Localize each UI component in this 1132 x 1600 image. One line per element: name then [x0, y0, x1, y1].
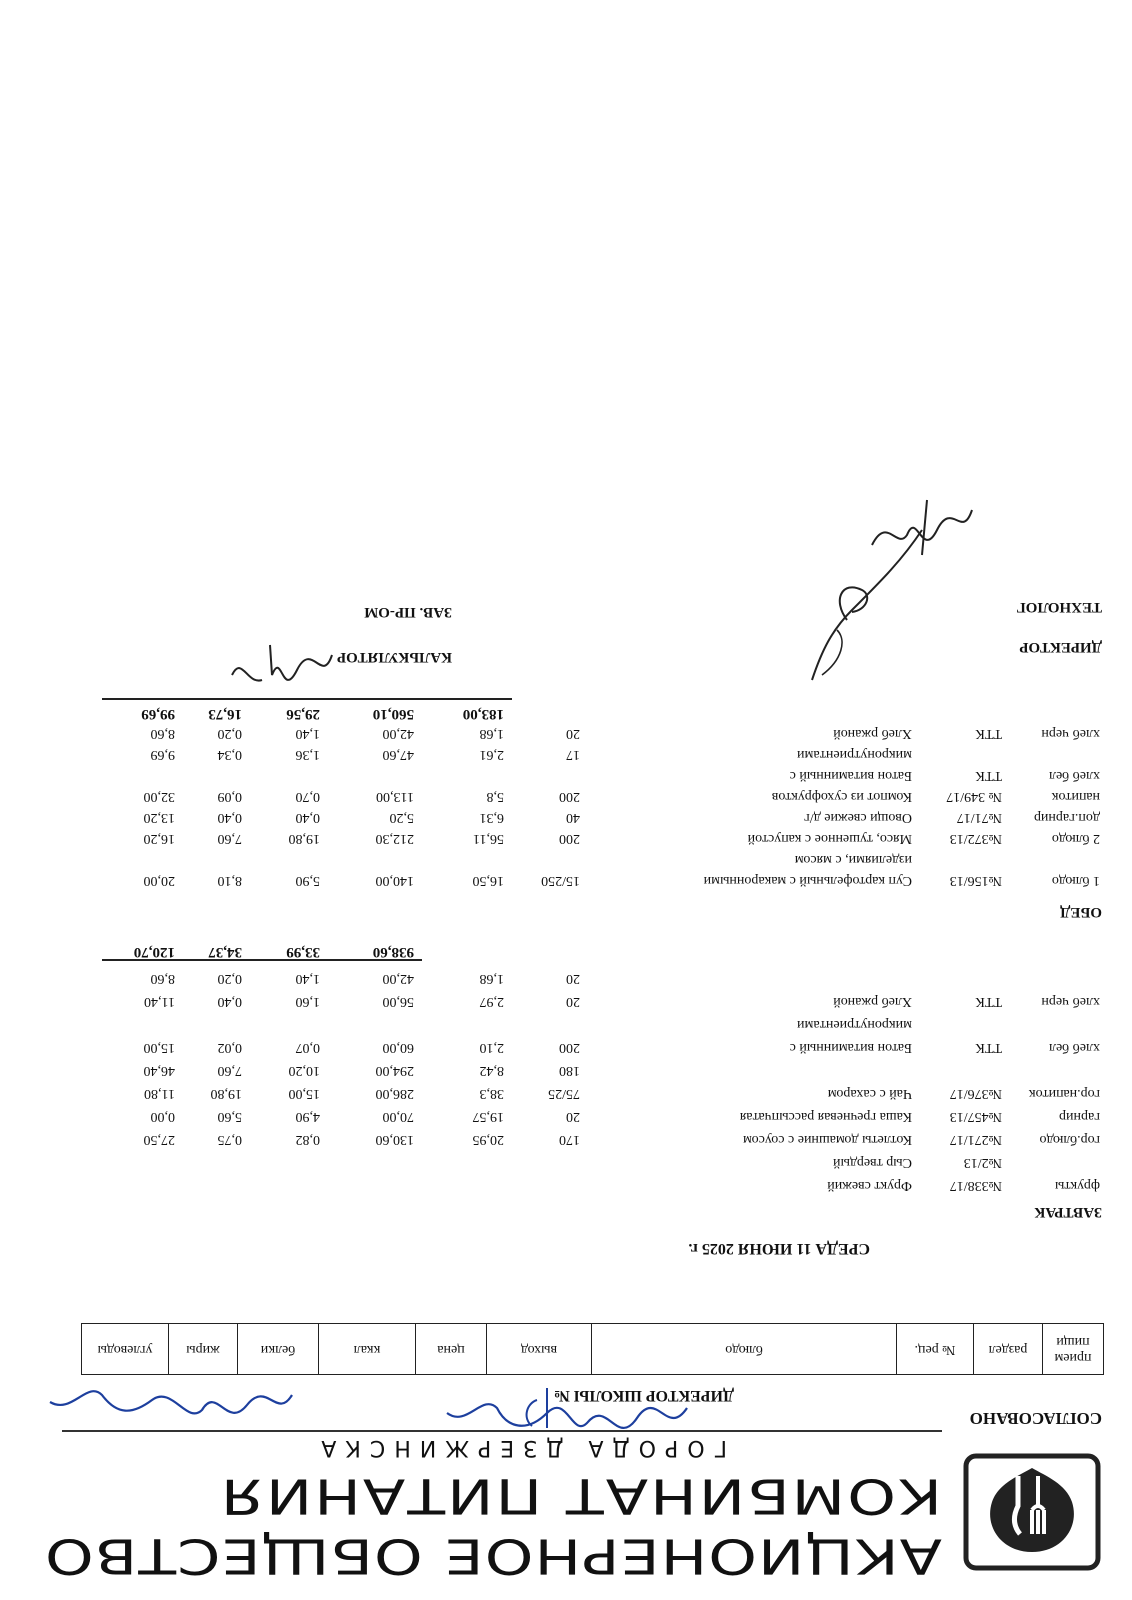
lunch-total-protein: 29,56	[286, 706, 320, 722]
lunch-output-cell: 15/250	[541, 873, 580, 888]
breakfast-output-cell: 75/25	[548, 1086, 580, 1101]
breakfast-protein-cell: 10,20	[288, 1063, 320, 1078]
breakfast-row	[0, 989, 1132, 1009]
breakfast-total-fat: 34,37	[208, 944, 242, 960]
director-label: ДИРЕКТОР	[1019, 639, 1102, 655]
breakfast-row	[0, 1081, 1132, 1101]
lunch-total-fat: 16,73	[208, 706, 242, 722]
company-logo	[962, 1452, 1102, 1572]
breakfast-row	[0, 1104, 1132, 1124]
technologist-label: ТЕХНОЛОГ	[1016, 599, 1102, 615]
breakfast-fat-cell: 5,60	[217, 1109, 242, 1124]
lunch-carbs-cell: 20,00	[143, 873, 175, 888]
breakfast-recipe-cell: №271/17	[949, 1132, 1002, 1147]
breakfast-section-cell: фрукты	[1054, 1178, 1100, 1193]
lunch-dish-cell: изделиями, с мясом	[794, 852, 912, 867]
breakfast-row	[0, 1035, 1132, 1055]
lunch-row	[0, 742, 1132, 762]
lunch-dish-cell: Овощи свежие д/г	[804, 810, 912, 825]
lunch-carbs-cell: 8,60	[150, 726, 175, 741]
breakfast-protein-cell: 15,00	[288, 1086, 320, 1101]
lunch-kcal-cell: 212,30	[375, 831, 414, 846]
lunch-row	[0, 826, 1132, 846]
lunch-price-cell: 1,68	[479, 726, 504, 741]
lunch-recipe-cell: №372/13	[949, 831, 1002, 846]
breakfast-carbs-cell: 46,40	[143, 1063, 175, 1078]
lunch-price-cell: 5,8	[486, 789, 504, 804]
lunch-row	[0, 847, 1132, 867]
breakfast-recipe-cell: №457/13	[949, 1109, 1002, 1124]
breakfast-section-cell: гарнир	[1059, 1109, 1100, 1124]
breakfast-total-carbs: 120,70	[133, 944, 175, 960]
col-kcal: ккал	[319, 1324, 416, 1375]
lunch-row	[0, 763, 1132, 783]
breakfast-output-cell: 20	[566, 1109, 580, 1124]
breakfast-recipe-cell: ТТК	[975, 1040, 1002, 1055]
breakfast-carbs-cell: 0,00	[150, 1109, 175, 1124]
lunch-recipe-cell: №71/17	[956, 810, 1002, 825]
breakfast-recipe-cell: №2/13	[963, 1155, 1002, 1170]
lunch-row	[0, 868, 1132, 888]
lunch-fat-cell: 0,09	[217, 789, 242, 804]
breakfast-output-cell: 200	[559, 1040, 580, 1055]
breakfast-carbs-cell: 8,60	[150, 971, 175, 986]
breakfast-dish-cell: Фрукт свежий	[827, 1178, 912, 1193]
breakfast-fat-cell: 0,40	[217, 994, 242, 1009]
lunch-carbs-cell: 13,20	[143, 810, 175, 825]
lunch-carbs-cell: 16,20	[143, 831, 175, 846]
breakfast-row	[0, 1150, 1132, 1170]
lunch-dish-cell: микронутриентами	[797, 747, 912, 762]
breakfast-row	[0, 1058, 1132, 1078]
org-name-line2: КОМБИНАТ ПИТАНИЯ	[218, 1467, 942, 1525]
breakfast-total-protein: 33,99	[286, 944, 320, 960]
breakfast-kcal-cell: 130,60	[375, 1132, 414, 1147]
breakfast-total-kcal: 938,60	[372, 944, 414, 960]
lunch-protein-cell: 5,90	[295, 873, 320, 888]
lunch-recipe-cell: № 349/17	[946, 789, 1002, 804]
breakfast-row	[0, 1127, 1132, 1147]
org-name-line1: АКЦИОНЕРНОЕ ОБЩЕСТВО	[43, 1527, 942, 1585]
breakfast-dish-cell: Чай с сахаром	[827, 1086, 912, 1101]
lunch-section-cell: хлеб бел	[1049, 768, 1100, 783]
breakfast-price-cell: 38,3	[479, 1086, 504, 1101]
breakfast-output-cell: 20	[566, 994, 580, 1009]
lunch-kcal-cell: 5,20	[389, 810, 414, 825]
breakfast-kcal-cell: 294,00	[375, 1063, 414, 1078]
lunch-output-cell: 20	[566, 726, 580, 741]
menu-date: СРЕДА 11 ИЮНЯ 2025 г.	[688, 1240, 870, 1257]
col-section: раздел	[974, 1324, 1043, 1375]
breakfast-totals	[0, 938, 1132, 960]
lunch-section-cell: 1 блюдо	[1051, 873, 1100, 888]
breakfast-fat-cell: 0,20	[217, 971, 242, 986]
lunch-section-cell: хлеб черн	[1041, 726, 1100, 741]
breakfast-output-cell: 170	[559, 1132, 580, 1147]
menu-header-table	[81, 1323, 1104, 1375]
lunch-carbs-cell: 9,69	[150, 747, 175, 762]
breakfast-recipe-cell: №338/17	[949, 1178, 1002, 1193]
lunch-kcal-cell: 140,00	[375, 873, 414, 888]
lunch-dish-cell: Батон витаминный с	[789, 768, 912, 783]
lunch-output-cell: 200	[559, 831, 580, 846]
breakfast-dish-cell: Котлеты домашние с соусом	[743, 1132, 912, 1147]
breakfast-fat-cell: 0,75	[217, 1132, 242, 1147]
lunch-total-price: 183,00	[462, 706, 504, 722]
calculator-signature	[222, 635, 342, 695]
breakfast-dish-cell: Каша гречневая рассыпчатая	[739, 1109, 912, 1124]
lunch-kcal-cell: 113,00	[376, 789, 414, 804]
lunch-dish-cell: Компот из сухофруктов	[771, 789, 912, 804]
lunch-totals	[0, 700, 1132, 722]
col-output: выход	[487, 1324, 592, 1375]
lunch-recipe-cell: ТТК	[975, 768, 1002, 783]
lunch-protein-cell: 19,80	[288, 831, 320, 846]
breakfast-price-cell: 1,68	[479, 971, 504, 986]
handwritten-signature-note	[42, 1370, 302, 1430]
breakfast-row	[0, 1012, 1132, 1032]
lunch-row	[0, 805, 1132, 825]
breakfast-dish-cell: Хлеб ржаной	[833, 994, 912, 1009]
col-protein: белки	[238, 1324, 319, 1375]
head-production-label: ЗАВ. ПР-ОМ	[364, 604, 452, 620]
lunch-price-cell: 2,61	[479, 747, 504, 762]
lunch-kcal-cell: 47,60	[382, 747, 414, 762]
breakfast-carbs-cell: 15,00	[143, 1040, 175, 1055]
breakfast-price-cell: 2,97	[479, 994, 504, 1009]
breakfast-protein-cell: 4,90	[295, 1109, 320, 1124]
breakfast-row	[0, 966, 1132, 986]
lunch-row	[0, 784, 1132, 804]
lunch-fat-cell: 8,10	[217, 873, 242, 888]
breakfast-price-cell: 19,57	[472, 1109, 504, 1124]
breakfast-protein-cell: 1,60	[295, 994, 320, 1009]
lunch-dish-cell: Хлеб ржаной	[833, 726, 912, 741]
lunch-row	[0, 721, 1132, 741]
breakfast-output-cell: 20	[566, 971, 580, 986]
breakfast-carbs-cell: 27,50	[143, 1132, 175, 1147]
breakfast-section-cell: гор.блюдо	[1039, 1132, 1100, 1147]
lunch-recipe-cell: ТТК	[975, 726, 1002, 741]
breakfast-kcal-cell: 42,00	[382, 971, 414, 986]
breakfast-fat-cell: 7,60	[217, 1063, 242, 1078]
lunch-fat-cell: 0,34	[217, 747, 242, 762]
breakfast-recipe-cell: ТТК	[975, 994, 1002, 1009]
lunch-protein-cell: 0,70	[295, 789, 320, 804]
technologist-signature	[862, 490, 982, 560]
col-meal: прием пищи	[1043, 1324, 1104, 1375]
lunch-protein-cell: 1,40	[295, 726, 320, 741]
breakfast-row	[0, 1173, 1132, 1193]
breakfast-kcal-cell: 286,00	[375, 1086, 414, 1101]
breakfast-dish-cell: микронутриентами	[797, 1017, 912, 1032]
lunch-carbs-cell: 32,00	[143, 789, 175, 804]
lunch-price-cell: 56,11	[473, 831, 504, 846]
lunch-protein-cell: 1,36	[295, 747, 320, 762]
handwritten-signature-name	[437, 1378, 697, 1448]
lunch-price-cell: 6,31	[479, 810, 504, 825]
col-fat: жиры	[169, 1324, 238, 1375]
lunch-recipe-cell: №156/13	[949, 873, 1002, 888]
col-price: цена	[416, 1324, 487, 1375]
breakfast-fat-cell: 0,02	[217, 1040, 242, 1055]
lunch-output-cell: 17	[566, 747, 580, 762]
lunch-section-cell: напиток	[1051, 789, 1100, 804]
breakfast-recipe-cell: №376/17	[949, 1086, 1002, 1101]
breakfast-fat-cell: 19,80	[210, 1086, 242, 1101]
lunch-dish-cell: Мясо, тушенное с капустой	[747, 831, 912, 846]
lunch-section-cell: 2 блюдо	[1051, 831, 1100, 846]
school-director-label: ДИРЕКТОР ШКОЛЫ №	[553, 1387, 734, 1404]
lunch-output-cell: 200	[559, 789, 580, 804]
col-carbs: углеводы	[82, 1324, 169, 1375]
breakfast-dish-cell: Сыр твердый	[833, 1155, 912, 1170]
breakfast-kcal-cell: 60,00	[382, 1040, 414, 1055]
breakfast-title: ЗАВТРАК	[1034, 1204, 1102, 1220]
breakfast-protein-cell: 1,40	[295, 971, 320, 986]
breakfast-price-cell: 2,10	[479, 1040, 504, 1055]
breakfast-protein-cell: 0,07	[295, 1040, 320, 1055]
lunch-output-cell: 40	[566, 810, 580, 825]
lunch-title: ОБЕД	[1060, 904, 1102, 920]
lunch-price-cell: 16,50	[472, 873, 504, 888]
calculator-label: КАЛЬКУЛЯТОР	[336, 649, 452, 665]
lunch-dish-cell: Суп картофельный с макаронными	[703, 873, 912, 888]
breakfast-dish-cell: Батон витаминный с	[789, 1040, 912, 1055]
lunch-fat-cell: 7,60	[217, 831, 242, 846]
lunch-total-carbs: 99,69	[141, 706, 175, 722]
breakfast-kcal-cell: 56,00	[382, 994, 414, 1009]
lunch-total-line	[102, 699, 512, 701]
breakfast-section-cell: хлеб черн	[1041, 994, 1100, 1009]
breakfast-output-cell: 180	[559, 1063, 580, 1078]
lunch-fat-cell: 0,20	[217, 726, 242, 741]
lunch-total-kcal: 560,10	[372, 706, 414, 722]
lunch-fat-cell: 0,40	[217, 810, 242, 825]
breakfast-section-cell: гор.напиток	[1028, 1086, 1100, 1101]
breakfast-carbs-cell: 11,40	[144, 994, 175, 1009]
lunch-section-cell: доп.гарнир	[1033, 810, 1100, 825]
lunch-protein-cell: 0,40	[295, 810, 320, 825]
breakfast-price-cell: 8,42	[479, 1063, 504, 1078]
breakfast-kcal-cell: 70,00	[382, 1109, 414, 1124]
breakfast-section-cell: хлеб бел	[1049, 1040, 1100, 1055]
col-recipe: № рец.	[897, 1324, 974, 1375]
breakfast-protein-cell: 0,82	[295, 1132, 320, 1147]
org-city: ГОРОДА ДЗЕРЖИНСКА	[312, 1435, 727, 1460]
breakfast-price-cell: 20,95	[472, 1132, 504, 1147]
lunch-kcal-cell: 42,00	[382, 726, 414, 741]
col-dish: блюдо	[592, 1324, 897, 1375]
approval-label: СОГЛАСОВАНО	[969, 1409, 1102, 1428]
breakfast-carbs-cell: 11,80	[144, 1086, 175, 1101]
